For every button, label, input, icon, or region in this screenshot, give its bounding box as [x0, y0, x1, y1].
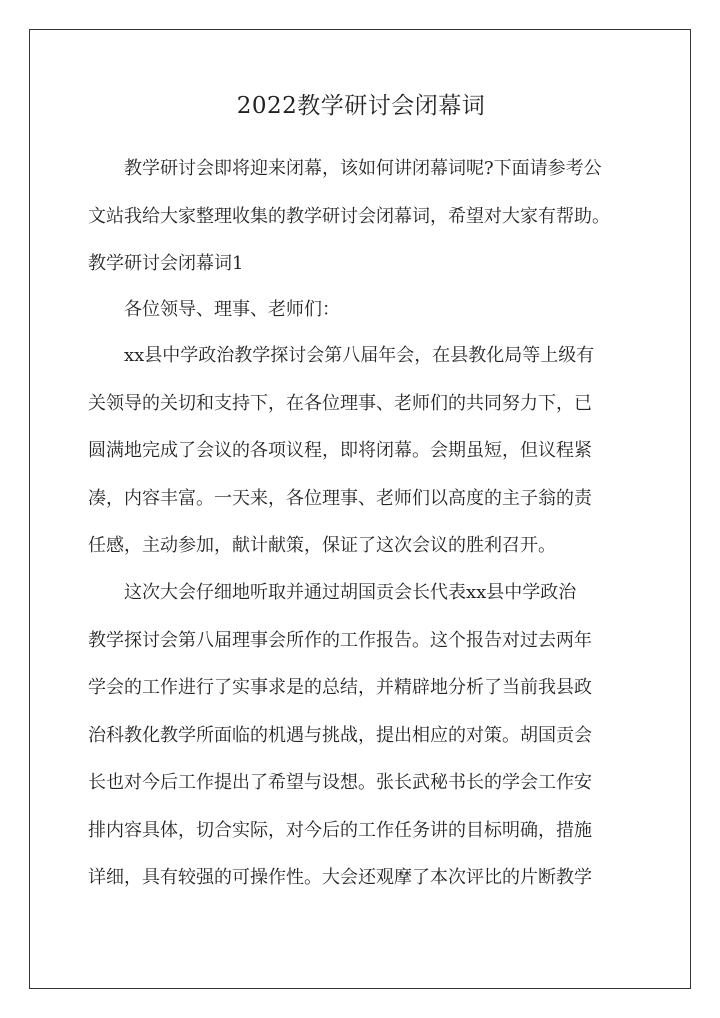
text-line: 教学探讨会第八届理事会所作的工作报告。这个报告对过去两年 [88, 629, 592, 651]
text-line: 学会的工作进行了实事求是的总结，并精辟地分析了当前我县政 [88, 677, 592, 698]
text-line: 这次大会仔细地听取并通过胡国贡会长代表xx县中学政治 [124, 582, 577, 603]
body-paragraph [88, 569, 634, 902]
text-line: 任感，主动参加，献计献策，保证了这次会议的胜利召开。 [88, 535, 556, 556]
text-line: 关领导的关切和支持下，在各位理事、老师们的共同努力下，已 [88, 392, 592, 414]
text-line: 详细，具有较强的可操作性。大会还观摩了本次评比的片断教学 [88, 867, 592, 888]
text-line: 凑，内容丰富。一天来，各位理事、老师们以高度的主子翁的责 [88, 487, 592, 509]
text-line: 治科教化教学所面临的机遇与挑战，提出相应的对策。胡国贡会 [88, 724, 592, 746]
body-paragraph [88, 332, 634, 570]
document-title: 2022教学研讨会闭幕词 [236, 93, 486, 119]
text-line: 长也对今后工作提出了希望与设想。张长武秘书长的学会工作安 [88, 772, 592, 793]
text-line: 各位领导、理事、老师们： [124, 299, 340, 320]
intro-paragraph [88, 145, 634, 240]
text-line: 排内容具体，切合实际，对今后的工作任务讲的目标明确，措施 [88, 819, 592, 841]
text-line: 教学研讨会即将迎来闭幕，该如何讲闭幕词呢?下面请参考公 [124, 158, 602, 179]
section-subheading [88, 240, 634, 288]
text-line: xx县中学政治教学探讨会第八届年会，在县教化局等上级有 [124, 345, 595, 366]
text-line: 圆满地完成了会议的各项议程，即将闭幕。会期虽短，但议程紧 [88, 440, 592, 461]
salutation-paragraph [88, 286, 634, 334]
text-line: 教学研讨会闭幕词1 [88, 253, 244, 274]
text-line: 文站我给大家整理收集的教学研讨会闭幕词，希望对大家有帮助。 [88, 205, 610, 227]
